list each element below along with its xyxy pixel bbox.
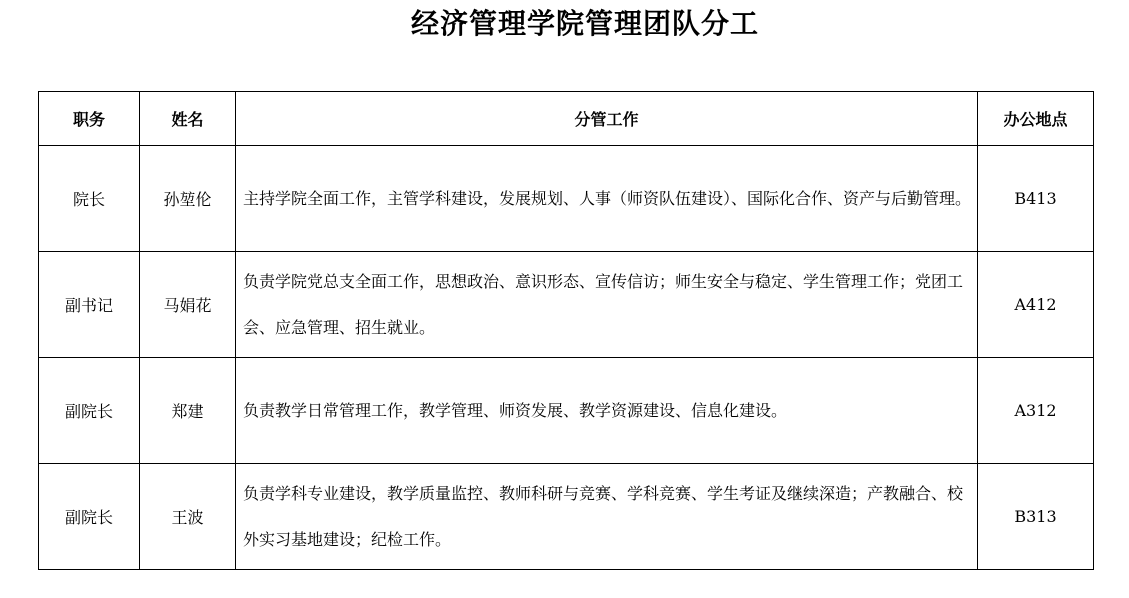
role-cell: 副院长: [39, 358, 140, 464]
office-cell: A412: [978, 252, 1094, 358]
duty-cell: 负责教学日常管理工作，教学管理、师资发展、教学资源建设、信息化建设。: [236, 358, 978, 464]
office-cell: A312: [978, 358, 1094, 464]
duty-table: [38, 91, 1094, 570]
duty-cell: 负责学院党总支全面工作，思想政治、意识形态、宣传信访；师生安全与稳定、学生管理工作；党团工会、应急管理、招生就业。: [236, 252, 978, 358]
name-cell: 郑建: [140, 358, 236, 464]
name-cell: 孙堃伦: [140, 146, 236, 252]
header-role: 职务: [39, 92, 140, 146]
role-cell: 副院长: [39, 464, 140, 570]
header-name: 姓名: [140, 92, 236, 146]
header-duty: 分管工作: [236, 92, 978, 146]
name-cell: 王波: [140, 464, 236, 570]
office-cell: B313: [978, 464, 1094, 570]
duty-cell: 主持学院全面工作，主管学科建设，发展规划、人事（师资队伍建设）、国际化合作、资产与后勤管理。: [236, 146, 978, 252]
table-header-row: [39, 92, 1094, 146]
name-cell: 马娟花: [140, 252, 236, 358]
header-office: 办公地点: [978, 92, 1094, 146]
role-cell: 副书记: [39, 252, 140, 358]
table-row: [39, 146, 1094, 252]
table-row: [39, 358, 1094, 464]
duty-cell: 负责学科专业建设，教学质量监控、教师科研与竞赛、学科竞赛、学生考证及继续深造；产教融合、校外实习基地建设；纪检工作。: [236, 464, 978, 570]
table-row: [39, 464, 1094, 570]
table-row: [39, 252, 1094, 358]
page-title: 经济管理学院管理团队分工: [410, 7, 759, 40]
role-cell: 院长: [39, 146, 140, 252]
office-cell: B413: [978, 146, 1094, 252]
